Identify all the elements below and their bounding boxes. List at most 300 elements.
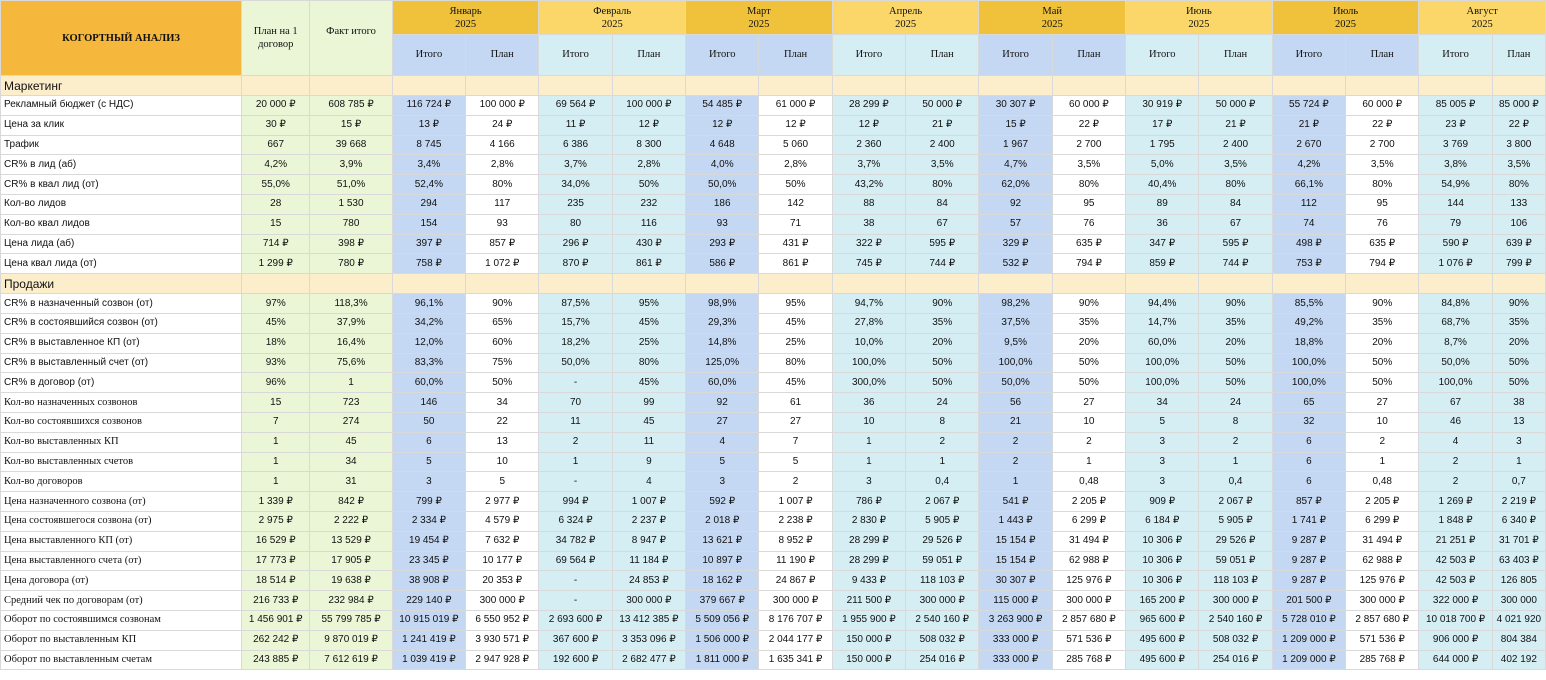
fact-total-cell[interactable]: 842 ₽ (310, 492, 392, 512)
month-plan-cell[interactable]: 106 (1492, 214, 1545, 234)
month-total-cell[interactable]: 42 503 ₽ (1419, 571, 1492, 591)
month-plan-cell[interactable]: 861 ₽ (759, 254, 832, 274)
month-plan-cell[interactable]: 300 000 ₽ (906, 591, 979, 611)
month-total-cell[interactable]: 4 (1419, 432, 1492, 452)
month-plan-cell[interactable]: 6 340 ₽ (1492, 511, 1545, 531)
month-plan-cell[interactable]: 595 ₽ (906, 234, 979, 254)
month-plan-cell[interactable]: 80% (759, 353, 832, 373)
month-total-cell[interactable]: 2 (979, 452, 1052, 472)
cell[interactable] (1126, 274, 1199, 294)
subheader-plan[interactable]: План (1199, 35, 1272, 76)
month-total-cell[interactable]: 859 ₽ (1126, 254, 1199, 274)
month-plan-cell[interactable]: 2,8% (466, 155, 539, 175)
row-label[interactable]: CR% в выставленный счет (от) (1, 353, 242, 373)
row-label[interactable]: Цена выставленного счета (от) (1, 551, 242, 571)
month-total-cell[interactable]: 54,9% (1419, 175, 1492, 195)
month-plan-cell[interactable]: 8 (906, 412, 979, 432)
month-plan-cell[interactable]: 24 853 ₽ (612, 571, 685, 591)
month-total-cell[interactable]: 40,4% (1126, 175, 1199, 195)
month-total-cell[interactable]: 165 200 ₽ (1126, 591, 1199, 611)
month-plan-cell[interactable]: 20% (1346, 333, 1419, 353)
month-total-cell[interactable]: 55 724 ₽ (1272, 96, 1345, 116)
month-plan-cell[interactable]: 8 (1199, 412, 1272, 432)
month-total-cell[interactable]: 150 000 ₽ (832, 650, 905, 670)
month-plan-cell[interactable]: 60 000 ₽ (1346, 96, 1419, 116)
month-total-cell[interactable]: 6 386 (539, 135, 612, 155)
month-plan-cell[interactable]: 285 768 ₽ (1346, 650, 1419, 670)
plan-per-contract-cell[interactable]: 1 339 ₽ (242, 492, 310, 512)
month-plan-cell[interactable]: 25% (612, 333, 685, 353)
month-plan-cell[interactable]: 80% (466, 175, 539, 195)
month-total-cell[interactable]: 6 324 ₽ (539, 511, 612, 531)
row-label[interactable]: Кол-во договоров (1, 472, 242, 492)
month-total-cell[interactable]: 9 287 ₽ (1272, 531, 1345, 551)
month-plan-cell[interactable]: 117 (466, 194, 539, 214)
month-plan-cell[interactable]: 2 540 160 ₽ (1199, 610, 1272, 630)
month-total-cell[interactable]: 3,4% (392, 155, 465, 175)
month-plan-cell[interactable]: 4 021 920 (1492, 610, 1545, 630)
month-plan-cell[interactable]: 0,4 (906, 472, 979, 492)
month-total-cell[interactable]: 1 241 419 ₽ (392, 630, 465, 650)
month-total-cell[interactable]: 66,1% (1272, 175, 1345, 195)
month-total-cell[interactable]: 4 (686, 432, 759, 452)
month-total-cell[interactable]: 192 600 ₽ (539, 650, 612, 670)
month-total-cell[interactable]: 15 154 ₽ (979, 551, 1052, 571)
month-plan-cell[interactable]: 35% (1052, 313, 1125, 333)
month-total-cell[interactable]: 2 334 ₽ (392, 511, 465, 531)
month-plan-cell[interactable]: 2,8% (759, 155, 832, 175)
month-plan-cell[interactable]: 35% (1492, 313, 1545, 333)
month-plan-cell[interactable]: 31 701 ₽ (1492, 531, 1545, 551)
month-plan-cell[interactable]: 300 000 ₽ (1346, 591, 1419, 611)
month-plan-cell[interactable]: 93 (466, 214, 539, 234)
month-total-cell[interactable]: 60,0% (392, 373, 465, 393)
month-plan-cell[interactable]: 3,5% (1052, 155, 1125, 175)
month-total-cell[interactable]: 12,0% (392, 333, 465, 353)
month-plan-cell[interactable]: 2 682 477 ₽ (612, 650, 685, 670)
month-plan-cell[interactable]: 62 988 ₽ (1052, 551, 1125, 571)
month-plan-cell[interactable]: 2 237 ₽ (612, 511, 685, 531)
row-label[interactable]: Средний чек по договорам (от) (1, 591, 242, 611)
month-total-cell[interactable]: 4,0% (686, 155, 759, 175)
month-plan-cell[interactable]: 3 800 (1492, 135, 1545, 155)
month-plan-cell[interactable]: 2 (759, 472, 832, 492)
plan-per-contract-cell[interactable]: 15 (242, 214, 310, 234)
fact-total-cell[interactable]: 51,0% (310, 175, 392, 195)
month-total-cell[interactable]: 15 154 ₽ (979, 531, 1052, 551)
month-plan-cell[interactable]: 2 219 ₽ (1492, 492, 1545, 512)
month-total-cell[interactable]: 79 (1419, 214, 1492, 234)
month-total-cell[interactable]: 590 ₽ (1419, 234, 1492, 254)
subheader-total[interactable]: Итого (979, 35, 1052, 76)
subheader-total[interactable]: Итого (1126, 35, 1199, 76)
cell[interactable] (466, 76, 539, 96)
month-total-cell[interactable]: 144 (1419, 194, 1492, 214)
plan-per-contract-cell[interactable]: 16 529 ₽ (242, 531, 310, 551)
cell[interactable] (979, 76, 1052, 96)
cell[interactable] (612, 76, 685, 96)
month-plan-cell[interactable]: 24 ₽ (466, 115, 539, 135)
cell[interactable] (906, 274, 979, 294)
month-plan-cell[interactable]: 45 (612, 412, 685, 432)
month-total-cell[interactable]: 9 433 ₽ (832, 571, 905, 591)
month-total-cell[interactable]: 62,0% (979, 175, 1052, 195)
month-plan-cell[interactable]: 20 353 ₽ (466, 571, 539, 591)
fact-total-cell[interactable]: 9 870 019 ₽ (310, 630, 392, 650)
month-total-cell[interactable]: 1 039 419 ₽ (392, 650, 465, 670)
month-total-cell[interactable]: 28 299 ₽ (832, 531, 905, 551)
month-header[interactable] (392, 1, 539, 35)
month-plan-cell[interactable]: 285 768 ₽ (1052, 650, 1125, 670)
fact-total-cell[interactable]: 398 ₽ (310, 234, 392, 254)
month-plan-cell[interactable]: 75% (466, 353, 539, 373)
fact-total-cell[interactable]: 15 ₽ (310, 115, 392, 135)
cell[interactable] (1052, 76, 1125, 96)
cell[interactable] (310, 76, 392, 96)
month-plan-cell[interactable]: 31 494 ₽ (1052, 531, 1125, 551)
plan-per-contract-cell[interactable]: 4,2% (242, 155, 310, 175)
month-total-cell[interactable]: 495 600 ₽ (1126, 650, 1199, 670)
month-total-cell[interactable]: 9 287 ₽ (1272, 551, 1345, 571)
row-label[interactable]: Цена за клик (1, 115, 242, 135)
month-plan-cell[interactable]: 804 384 (1492, 630, 1545, 650)
month-total-cell[interactable]: 322 ₽ (832, 234, 905, 254)
month-plan-cell[interactable]: 431 ₽ (759, 234, 832, 254)
month-total-cell[interactable]: 14,7% (1126, 313, 1199, 333)
plan-per-contract-cell[interactable]: 96% (242, 373, 310, 393)
subheader-plan[interactable]: План (1052, 35, 1125, 76)
month-total-cell[interactable]: 21 251 ₽ (1419, 531, 1492, 551)
month-total-cell[interactable]: 1 269 ₽ (1419, 492, 1492, 512)
month-plan-cell[interactable]: 85 000 ₽ (1492, 96, 1545, 116)
cell[interactable] (392, 274, 465, 294)
month-total-cell[interactable]: 2 670 (1272, 135, 1345, 155)
cell[interactable] (686, 76, 759, 96)
month-plan-cell[interactable]: 50% (1052, 353, 1125, 373)
month-plan-cell[interactable]: 34 (466, 393, 539, 413)
month-total-cell[interactable]: 333 000 ₽ (979, 630, 1052, 650)
month-plan-cell[interactable]: 2,8% (612, 155, 685, 175)
month-plan-cell[interactable]: 2 857 680 ₽ (1052, 610, 1125, 630)
cell[interactable] (539, 274, 612, 294)
month-total-cell[interactable]: 23 345 ₽ (392, 551, 465, 571)
month-plan-cell[interactable]: 744 ₽ (1199, 254, 1272, 274)
month-plan-cell[interactable]: 84 (1199, 194, 1272, 214)
plan-per-contract-cell[interactable]: 1 (242, 472, 310, 492)
month-plan-cell[interactable]: 24 (1199, 393, 1272, 413)
month-plan-cell[interactable]: 80% (1492, 175, 1545, 195)
month-plan-cell[interactable]: 2 (906, 432, 979, 452)
month-plan-cell[interactable]: 300 000 ₽ (1052, 591, 1125, 611)
month-plan-cell[interactable]: 799 ₽ (1492, 254, 1545, 274)
row-label[interactable]: CR% в состоявшийся созвон (от) (1, 313, 242, 333)
month-total-cell[interactable]: 994 ₽ (539, 492, 612, 512)
month-plan-cell[interactable]: 20% (1052, 333, 1125, 353)
month-plan-cell[interactable]: 125 976 ₽ (1052, 571, 1125, 591)
month-plan-cell[interactable]: 3 353 096 ₽ (612, 630, 685, 650)
month-total-cell[interactable]: 498 ₽ (1272, 234, 1345, 254)
plan-per-contract-cell[interactable]: 1 456 901 ₽ (242, 610, 310, 630)
month-plan-cell[interactable]: 22 (466, 412, 539, 432)
month-plan-cell[interactable]: 0,7 (1492, 472, 1545, 492)
month-total-cell[interactable]: 909 ₽ (1126, 492, 1199, 512)
month-plan-cell[interactable]: 8 947 ₽ (612, 531, 685, 551)
cell[interactable] (1199, 76, 1272, 96)
month-total-cell[interactable]: 300,0% (832, 373, 905, 393)
month-plan-cell[interactable]: 639 ₽ (1492, 234, 1545, 254)
fact-total-cell[interactable]: 34 (310, 452, 392, 472)
month-total-cell[interactable]: 1 (832, 452, 905, 472)
fact-total-cell[interactable]: 780 ₽ (310, 254, 392, 274)
month-total-cell[interactable]: 98,9% (686, 294, 759, 314)
month-plan-cell[interactable]: 1 635 341 ₽ (759, 650, 832, 670)
month-plan-cell[interactable]: 5 905 ₽ (1199, 511, 1272, 531)
month-total-cell[interactable]: 34,2% (392, 313, 465, 333)
month-total-cell[interactable]: 1 209 000 ₽ (1272, 630, 1345, 650)
row-label[interactable]: Цена назначенного созвона (от) (1, 492, 242, 512)
month-plan-cell[interactable]: 99 (612, 393, 685, 413)
month-total-cell[interactable]: 30 919 ₽ (1126, 96, 1199, 116)
month-plan-cell[interactable]: 50% (1052, 373, 1125, 393)
row-label[interactable]: Оборот по выставленным счетам (1, 650, 242, 670)
month-plan-cell[interactable]: 38 (1492, 393, 1545, 413)
month-plan-cell[interactable]: 861 ₽ (612, 254, 685, 274)
cell[interactable] (832, 274, 905, 294)
month-total-cell[interactable]: 100,0% (1126, 373, 1199, 393)
month-plan-cell[interactable]: 2 947 928 ₽ (466, 650, 539, 670)
fact-total-cell[interactable]: 16,4% (310, 333, 392, 353)
month-plan-cell[interactable]: 50% (612, 175, 685, 195)
fact-total-cell[interactable]: 118,3% (310, 294, 392, 314)
month-plan-cell[interactable]: 100 000 ₽ (612, 96, 685, 116)
row-label[interactable]: Рекламный бюджет (с НДС) (1, 96, 242, 116)
month-total-cell[interactable]: - (539, 591, 612, 611)
month-total-cell[interactable]: 10 306 ₽ (1126, 551, 1199, 571)
month-plan-cell[interactable]: 300 000 ₽ (1199, 591, 1272, 611)
month-plan-cell[interactable]: 22 ₽ (1346, 115, 1419, 135)
month-plan-cell[interactable]: 2 (1199, 432, 1272, 452)
month-total-cell[interactable]: 50 (392, 412, 465, 432)
month-total-cell[interactable]: 3,8% (1419, 155, 1492, 175)
cell[interactable] (686, 274, 759, 294)
month-total-cell[interactable]: 532 ₽ (979, 254, 1052, 274)
month-plan-cell[interactable]: 2 857 680 ₽ (1346, 610, 1419, 630)
month-plan-cell[interactable]: 9 (612, 452, 685, 472)
month-plan-cell[interactable]: 4 (612, 472, 685, 492)
month-header[interactable] (1419, 1, 1546, 35)
month-plan-cell[interactable]: 232 (612, 194, 685, 214)
month-total-cell[interactable]: 11 ₽ (539, 115, 612, 135)
month-plan-cell[interactable]: 27 (1052, 393, 1125, 413)
month-plan-cell[interactable]: 12 ₽ (612, 115, 685, 135)
month-plan-cell[interactable]: 50% (1492, 373, 1545, 393)
month-total-cell[interactable]: 1 076 ₽ (1419, 254, 1492, 274)
month-total-cell[interactable]: 80 (539, 214, 612, 234)
month-total-cell[interactable]: 68,7% (1419, 313, 1492, 333)
month-plan-cell[interactable]: 27 (759, 412, 832, 432)
month-plan-cell[interactable]: 571 536 ₽ (1052, 630, 1125, 650)
month-plan-cell[interactable]: 508 032 ₽ (1199, 630, 1272, 650)
month-plan-cell[interactable]: 3,5% (1199, 155, 1272, 175)
month-plan-cell[interactable]: 794 ₽ (1346, 254, 1419, 274)
month-plan-cell[interactable]: 65% (466, 313, 539, 333)
cell[interactable] (1419, 76, 1492, 96)
month-total-cell[interactable]: 745 ₽ (832, 254, 905, 274)
month-total-cell[interactable]: 15 ₽ (979, 115, 1052, 135)
month-plan-cell[interactable]: 80% (1199, 175, 1272, 195)
month-plan-cell[interactable]: 20% (1492, 333, 1545, 353)
month-plan-cell[interactable]: 21 ₽ (906, 115, 979, 135)
subheader-plan[interactable]: План (1492, 35, 1545, 76)
row-label[interactable]: CR% в договор (от) (1, 373, 242, 393)
cell[interactable] (1126, 76, 1199, 96)
month-total-cell[interactable]: 1 443 ₽ (979, 511, 1052, 531)
fact-total-cell[interactable]: 75,6% (310, 353, 392, 373)
month-plan-cell[interactable]: 50% (759, 175, 832, 195)
month-plan-cell[interactable]: 90% (906, 294, 979, 314)
month-total-cell[interactable]: 23 ₽ (1419, 115, 1492, 135)
cell[interactable] (759, 274, 832, 294)
month-plan-cell[interactable]: 2 540 160 ₽ (906, 610, 979, 630)
month-total-cell[interactable]: 3 263 900 ₽ (979, 610, 1052, 630)
month-plan-cell[interactable]: 50 000 ₽ (906, 96, 979, 116)
cell[interactable] (1492, 76, 1545, 96)
month-total-cell[interactable]: 69 564 ₽ (539, 96, 612, 116)
month-total-cell[interactable]: 74 (1272, 214, 1345, 234)
month-plan-cell[interactable]: 67 (1199, 214, 1272, 234)
month-plan-cell[interactable]: 1 072 ₽ (466, 254, 539, 274)
month-total-cell[interactable]: 17 ₽ (1126, 115, 1199, 135)
fact-total-cell[interactable]: 780 (310, 214, 392, 234)
month-plan-cell[interactable]: 571 536 ₽ (1346, 630, 1419, 650)
plan-per-contract-cell[interactable]: 7 (242, 412, 310, 432)
month-total-cell[interactable]: 3,7% (539, 155, 612, 175)
month-plan-cell[interactable]: 59 051 ₽ (1199, 551, 1272, 571)
cell[interactable] (392, 76, 465, 96)
fact-total-cell[interactable]: 13 529 ₽ (310, 531, 392, 551)
month-plan-cell[interactable]: 6 299 ₽ (1052, 511, 1125, 531)
row-label[interactable]: Кол-во выставленных счетов (1, 452, 242, 472)
month-total-cell[interactable]: 85 005 ₽ (1419, 96, 1492, 116)
month-total-cell[interactable]: 154 (392, 214, 465, 234)
month-total-cell[interactable]: 60,0% (686, 373, 759, 393)
month-plan-cell[interactable]: 29 526 ₽ (906, 531, 979, 551)
month-plan-cell[interactable]: 2 400 (906, 135, 979, 155)
month-plan-cell[interactable]: 45% (612, 373, 685, 393)
month-total-cell[interactable]: 758 ₽ (392, 254, 465, 274)
month-total-cell[interactable]: 6 (1272, 452, 1345, 472)
month-total-cell[interactable]: 1 795 (1126, 135, 1199, 155)
month-plan-cell[interactable]: 3,5% (1492, 155, 1545, 175)
month-plan-cell[interactable]: 1 (1346, 452, 1419, 472)
month-total-cell[interactable]: 100,0% (832, 353, 905, 373)
month-plan-cell[interactable]: 11 (612, 432, 685, 452)
month-plan-cell[interactable]: 0,48 (1346, 472, 1419, 492)
cell[interactable] (759, 76, 832, 96)
month-plan-cell[interactable]: 794 ₽ (1052, 254, 1125, 274)
month-total-cell[interactable]: 1 848 ₽ (1419, 511, 1492, 531)
subheader-total[interactable]: Итого (1419, 35, 1492, 76)
month-total-cell[interactable]: 34 782 ₽ (539, 531, 612, 551)
row-label[interactable]: Оборот по выставленным КП (1, 630, 242, 650)
fact-total-cell[interactable]: 1 530 (310, 194, 392, 214)
month-total-cell[interactable]: 89 (1126, 194, 1199, 214)
month-plan-cell[interactable]: 7 (759, 432, 832, 452)
cell[interactable] (539, 76, 612, 96)
month-plan-cell[interactable]: 13 412 385 ₽ (612, 610, 685, 630)
plan-per-contract-cell[interactable]: 28 (242, 194, 310, 214)
header-plan-per-contract[interactable]: План на 1 договор (242, 1, 310, 76)
month-plan-cell[interactable]: 35% (1346, 313, 1419, 333)
fact-total-cell[interactable]: 39 668 (310, 135, 392, 155)
month-plan-cell[interactable]: 60 000 ₽ (1052, 96, 1125, 116)
month-total-cell[interactable]: 69 564 ₽ (539, 551, 612, 571)
month-total-cell[interactable]: 2 018 ₽ (686, 511, 759, 531)
plan-per-contract-cell[interactable]: 714 ₽ (242, 234, 310, 254)
month-total-cell[interactable]: 5 (686, 452, 759, 472)
month-total-cell[interactable]: 201 500 ₽ (1272, 591, 1345, 611)
month-total-cell[interactable]: 29,3% (686, 313, 759, 333)
row-label[interactable]: Цена состоявшегося созвона (от) (1, 511, 242, 531)
month-total-cell[interactable]: 329 ₽ (979, 234, 1052, 254)
row-label[interactable]: CR% в назначенный созвон (от) (1, 294, 242, 314)
month-plan-cell[interactable]: 67 (906, 214, 979, 234)
fact-total-cell[interactable]: 45 (310, 432, 392, 452)
month-total-cell[interactable]: 98,2% (979, 294, 1052, 314)
month-plan-cell[interactable]: 5 (466, 472, 539, 492)
month-total-cell[interactable]: 906 000 ₽ (1419, 630, 1492, 650)
month-total-cell[interactable]: 92 (979, 194, 1052, 214)
section-title[interactable]: Маркетинг (1, 76, 242, 96)
month-plan-cell[interactable]: 3 930 571 ₽ (466, 630, 539, 650)
month-plan-cell[interactable]: 300 000 ₽ (759, 591, 832, 611)
month-total-cell[interactable]: 27 (686, 412, 759, 432)
month-plan-cell[interactable]: 20% (1199, 333, 1272, 353)
month-plan-cell[interactable]: 80% (906, 175, 979, 195)
month-plan-cell[interactable]: 1 (1199, 452, 1272, 472)
month-header[interactable] (1126, 1, 1273, 35)
month-plan-cell[interactable]: 254 016 ₽ (906, 650, 979, 670)
row-label[interactable]: CR% в квал лид (от) (1, 175, 242, 195)
month-total-cell[interactable]: 125,0% (686, 353, 759, 373)
month-total-cell[interactable]: 5 (1126, 412, 1199, 432)
plan-per-contract-cell[interactable]: 18% (242, 333, 310, 353)
month-total-cell[interactable]: 5,0% (1126, 155, 1199, 175)
month-total-cell[interactable]: 18,2% (539, 333, 612, 353)
month-total-cell[interactable]: 30 307 ₽ (979, 96, 1052, 116)
month-total-cell[interactable]: 34,0% (539, 175, 612, 195)
subheader-plan[interactable]: План (759, 35, 832, 76)
month-total-cell[interactable]: 10 018 700 ₽ (1419, 610, 1492, 630)
plan-per-contract-cell[interactable]: 17 773 ₽ (242, 551, 310, 571)
month-plan-cell[interactable]: 80% (1346, 175, 1419, 195)
month-total-cell[interactable]: 799 ₽ (392, 492, 465, 512)
month-total-cell[interactable]: 54 485 ₽ (686, 96, 759, 116)
month-total-cell[interactable]: 965 600 ₽ (1126, 610, 1199, 630)
month-plan-cell[interactable]: 508 032 ₽ (906, 630, 979, 650)
month-plan-cell[interactable]: 76 (1346, 214, 1419, 234)
month-total-cell[interactable]: 10 306 ₽ (1126, 571, 1199, 591)
month-plan-cell[interactable]: 50% (1199, 353, 1272, 373)
month-total-cell[interactable]: 28 299 ₽ (832, 551, 905, 571)
plan-per-contract-cell[interactable]: 1 (242, 432, 310, 452)
fact-total-cell[interactable]: 723 (310, 393, 392, 413)
month-total-cell[interactable]: 379 667 ₽ (686, 591, 759, 611)
month-total-cell[interactable]: 10 915 019 ₽ (392, 610, 465, 630)
month-total-cell[interactable]: 592 ₽ (686, 492, 759, 512)
month-total-cell[interactable]: 6 184 ₽ (1126, 511, 1199, 531)
month-plan-cell[interactable]: 71 (759, 214, 832, 234)
